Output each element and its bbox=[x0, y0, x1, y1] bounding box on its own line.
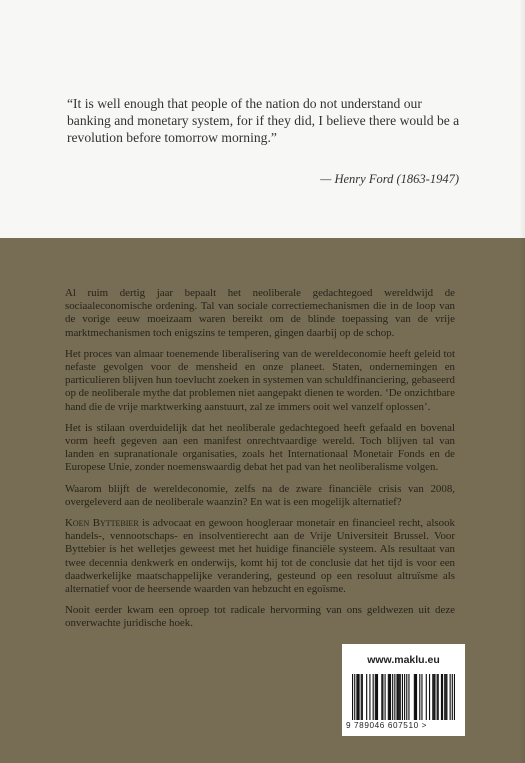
barcode-bar bbox=[394, 674, 395, 720]
barcode-bar bbox=[433, 674, 434, 720]
barcode-bar bbox=[415, 674, 416, 720]
barcode-bar bbox=[434, 674, 435, 720]
barcode-bar bbox=[406, 674, 407, 720]
isbn-barcode bbox=[352, 674, 455, 720]
quote-attribution: — Henry Ford (1863-1947) bbox=[320, 172, 459, 186]
barcode-bar bbox=[452, 674, 453, 720]
barcode-bar bbox=[376, 674, 377, 720]
barcode-bar bbox=[389, 674, 390, 720]
barcode-panel bbox=[342, 644, 465, 736]
barcode-bar bbox=[445, 674, 446, 720]
quote-text: “It is well enough that people of the nation do not understand our banking and monetary system, for if they did, I believe there would be a revolution before tomorrow morning.” bbox=[67, 96, 460, 145]
barcode-bar bbox=[388, 674, 389, 720]
barcode-bar bbox=[366, 674, 367, 720]
barcode-bar bbox=[357, 674, 358, 720]
publisher-url: www.maklu.eu bbox=[367, 654, 440, 666]
barcode-bar bbox=[399, 674, 400, 720]
barcode-bar bbox=[441, 674, 442, 720]
barcode-bar bbox=[446, 674, 447, 720]
barcode-bar bbox=[432, 674, 433, 720]
barcode-bar bbox=[392, 674, 393, 720]
edge-shadow bbox=[519, 0, 525, 763]
paragraph-6: Nooit eerder kwam een oproep tot radicale hervorming van ons geldwezen uit deze onverwachte juridische hoek. bbox=[65, 604, 455, 630]
barcode-bar bbox=[414, 674, 415, 720]
paragraph-1: Al ruim dertig jaar bepaalt het neoliberale gedachtegoed wereldwijd de sociaaleconomische ordening. Tal van sociale correctiemechanismen die in de loop van de vorige eeuw moeizaam waren bereikt om de blinde toepassing van de vrije marktmechanismen toch enigszins te temperen, gingen daarbij op de schop. bbox=[65, 287, 455, 339]
barcode-bar bbox=[356, 674, 357, 720]
author-bio bbox=[65, 517, 455, 596]
quote-panel bbox=[0, 0, 525, 238]
barcode-bar bbox=[450, 674, 451, 720]
barcode-bar bbox=[361, 674, 362, 720]
barcode-bar bbox=[442, 674, 443, 720]
barcode-bar bbox=[429, 674, 430, 720]
barcode-bar bbox=[382, 674, 383, 720]
paragraph-2: Het proces van almaar toenemende liberalisering van de wereldeconomie heeft geleid tot nefaste gevolgen voor de mensheid en onze planeet. Staten, ondernemingen en particulieren blijven hun toevlucht zoeken in systemen van schuldfinanciering, gebaseerd op de neoliberale mythe dat problemen niet aangepakt dienen te worden. ‘De onzichtbare hand die de vrije marktwerking aanstuurt, zal ze immers ooit wel vanzelf oplossen’. bbox=[65, 347, 455, 413]
barcode-bar bbox=[381, 674, 382, 720]
barcode-bar bbox=[437, 674, 438, 720]
barcode-bar bbox=[416, 674, 417, 720]
barcode-bar bbox=[438, 674, 439, 720]
barcode-bar bbox=[419, 674, 420, 720]
barcode-bar bbox=[402, 674, 403, 720]
author-bio-text: is advocaat en gewoon hoogleraar monetair en financieel recht, alsook handels-, vennootschaps- en insolventierecht aan de Vrije Universiteit Brussel. Voor Byttebier is het welletjes geweest met het huidige financiële systeem. Als resultaat van twee decennia denkwerk en onderwijs, komt hij tot de conclusie dat het tijd is voor een daadwerkelijke maatschappelijke verandering, gesteund op een resoluut altruïsme als alternatief voor de heersende waarden van hebzucht en egoïsme. bbox=[65, 517, 455, 596]
barcode-bar bbox=[398, 674, 399, 720]
author-name: Koen Byttebier bbox=[65, 517, 139, 530]
barcode-bar bbox=[362, 674, 363, 720]
blurb-text bbox=[65, 287, 455, 639]
barcode-bar bbox=[354, 674, 355, 720]
paragraph-4: Waarom blijft de wereldeconomie, zelfs na de zware financiële crisis van 2008, overgeleverd aan de neoliberale waanzin? En wat is een mogelijk alternatief? bbox=[65, 482, 455, 508]
barcode-bar bbox=[377, 674, 378, 720]
barcode-bar bbox=[426, 674, 427, 720]
paragraph-3: Het is stilaan overduidelijk dat het neoliberale gedachtegoed heeft gefaald en bovenal vorm heeft gegeven aan een manifest onrechtvaardige wereld. Toch blijven tal van landen en supranationale organisaties, zoals het Internationaal Monetair Fonds en de Europese Unie, zonder noemenswaardig debat het pad van het neoliberalisme volgen. bbox=[65, 421, 455, 474]
barcode-bar bbox=[359, 674, 360, 720]
barcode-bar bbox=[369, 674, 370, 720]
barcode-bar bbox=[404, 674, 405, 720]
barcode-bar bbox=[454, 674, 455, 720]
barcode-bar bbox=[444, 674, 445, 720]
barcode-bar bbox=[408, 674, 409, 720]
isbn-digits: 9 789046 607510 > bbox=[346, 721, 428, 730]
barcode-bar bbox=[375, 674, 376, 720]
barcode-bar bbox=[421, 674, 422, 720]
barcode-bar bbox=[390, 674, 391, 720]
barcode-bar bbox=[373, 674, 374, 720]
barcode-bar bbox=[396, 674, 397, 720]
barcode-bar bbox=[352, 674, 353, 720]
barcode-bar bbox=[400, 674, 401, 720]
barcode-bar bbox=[385, 674, 386, 720]
